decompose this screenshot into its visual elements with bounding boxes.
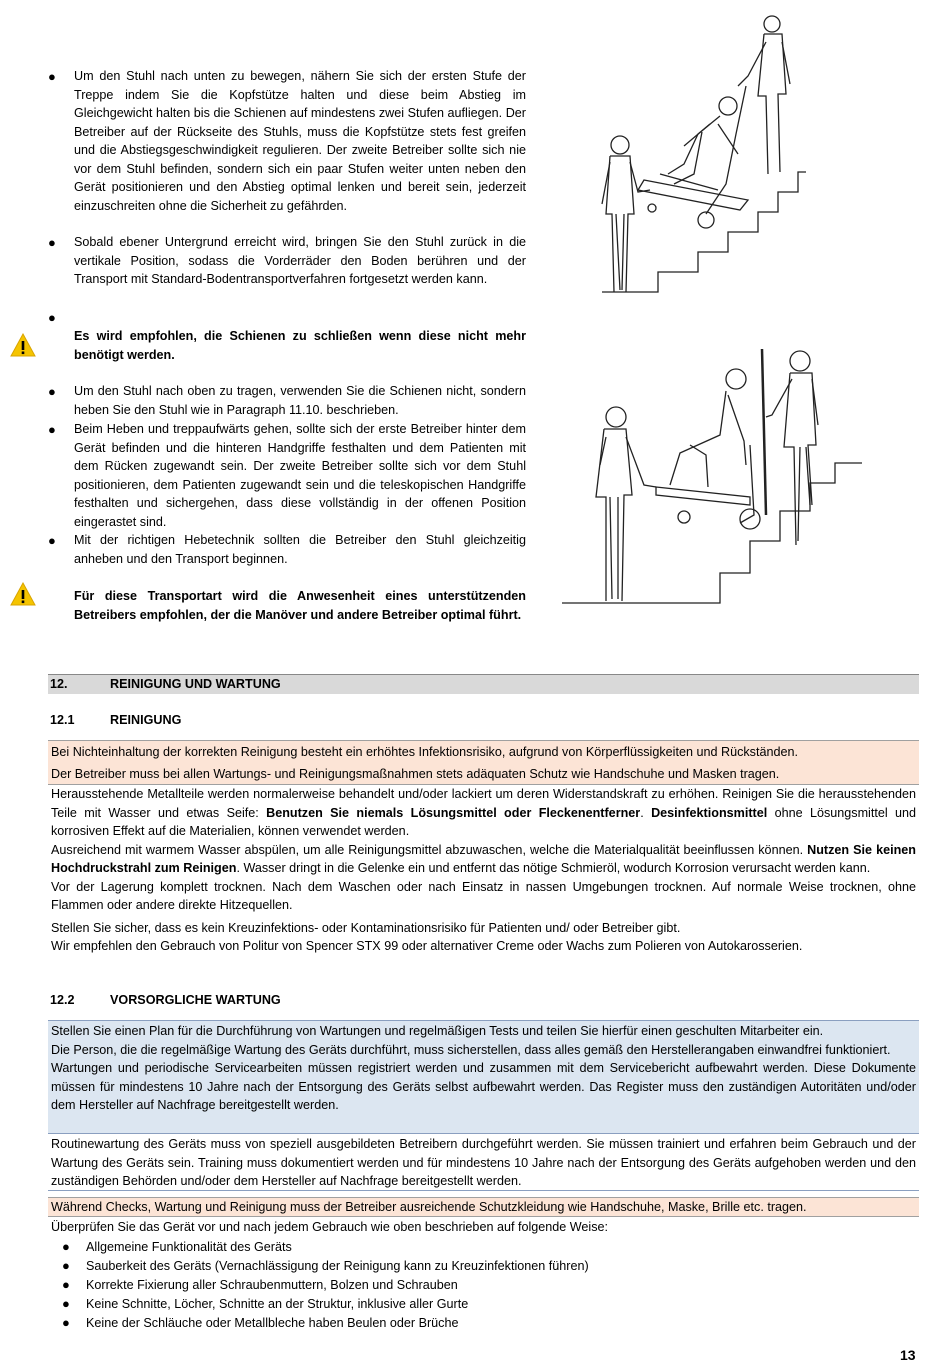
section-12-header bbox=[48, 674, 919, 694]
bullet-dot: ● bbox=[48, 69, 56, 84]
bullet-dot: ● bbox=[62, 1239, 70, 1254]
cleaning-paragraph-cross-infection: Stellen Sie sicher, dass es kein Kreuzinfektions- oder Kontaminationsrisiko für Patienten und/ oder Betreiber gibt. bbox=[51, 920, 681, 935]
bullet-text-lifting: Beim Heben und treppaufwärts gehen, sollte sich der erste Betreiber hinter dem Gerät befinden und die hinteren Handgriffe festhalten und dem Patienten mit dem Rücken zugewandt sein. Der zweite Betreiber sollte sich vor dem Stuhl positionieren, dem Patienten zugewandt sein und die teleskopischen Handgriffe festhalten und sichergehen, dass diese vollständig in der offenen Position eingerastet sind. bbox=[74, 422, 526, 529]
bullet-text-lift-technique: Mit der richtigen Hebetechnik sollten die Betreiber den Stuhl gleichzeitig anheben und den Transport beginnen. bbox=[74, 533, 526, 566]
bullet-text-level-ground: Sobald ebener Untergrund erreicht wird, bringen Sie den Stuhl zurück in die vertikale Position, sodass die Vorderräder den Boden berühren und der Transport mit Standard-Bodentransportverfahren fortgesetzt werden kann. bbox=[74, 235, 526, 286]
subsection-title: REINIGUNG bbox=[110, 713, 182, 727]
checklist-text: Sauberkeit des Geräts (Vernachlässigung der Reinigung kann zu Kreuzinfektionen führen) bbox=[86, 1259, 589, 1273]
text-run: Ausreichend mit warmem Wasser abspülen, um alle Reinigungsmittel abzuwaschen, welche die Materialqualität beeinflussen können. bbox=[51, 842, 808, 857]
cleaning-paragraph-metal bbox=[51, 785, 916, 841]
stair-ascent-illustration bbox=[560, 345, 865, 607]
cleaning-warning-infection: Bei Nichteinhaltung der korrekten Reinigung besteht ein erhöhtes Infektionsrisiko, aufgrund von Körperflüssigkeiten und Rückständen. bbox=[51, 745, 798, 759]
maintenance-ppe: Während Checks, Wartung und Reinigung muss der Betreiber ausreichende Schutzkleidung wie Handschuhe, Maske, Brille etc. tragen. bbox=[51, 1200, 807, 1214]
maintenance-info-box bbox=[48, 1020, 919, 1134]
subsection-number: 12.1 bbox=[50, 713, 75, 727]
maintenance-routine-box bbox=[48, 1135, 919, 1191]
maintenance-intro-box bbox=[48, 1218, 919, 1237]
maintenance-plan: Stellen Sie einen Plan für die Durchführung von Wartungen und regelmäßigen Tests und teilen Sie hierfür einen geschulten Mitarbeiter ein. bbox=[51, 1024, 824, 1038]
cleaning-paragraph-polish: Wir empfehlen den Gebrauch von Politur von Spencer STX 99 oder alternativer Creme oder Wachs zum Polieren von Autokarosserien. bbox=[51, 939, 803, 953]
bullet-dot: ● bbox=[48, 384, 56, 399]
text-run-bold: Nutzen Sie keinen Hochdruckstrahl zum Reinigen bbox=[51, 842, 916, 875]
maintenance-intro: Überprüfen Sie das Gerät vor und nach jedem Gebrauch wie oben beschrieben auf folgende Weise: bbox=[51, 1220, 609, 1234]
text-run: ohne Lösungsmittel und korrosiven Effekt auf die Materialien, können verwendet werden. bbox=[51, 805, 917, 838]
warning-icon bbox=[10, 333, 36, 357]
checklist-text: Keine der Schläuche oder Metallbleche haben Beulen oder Brüche bbox=[86, 1316, 459, 1330]
cleaning-paragraph-dry: Vor der Lagerung komplett trocknen. Nach dem Waschen oder nach Einsatz in nassen Umgebungen trocknen. Auf normale Weise trocknen, ohne Flammen oder andere direkte Hitzequellen. bbox=[51, 879, 916, 912]
warning-close-rails: Es wird empfohlen, die Schienen zu schließen wenn diese nicht mehr benötigt werden. bbox=[74, 329, 526, 362]
section-number: 12. bbox=[50, 677, 68, 691]
checklist-text: Allgemeine Funktionalität des Geräts bbox=[86, 1240, 292, 1254]
text-run: . bbox=[640, 805, 652, 820]
cleaning-paragraph-rinse bbox=[51, 841, 916, 878]
bullet-dot: ● bbox=[48, 422, 56, 437]
cleaning-body bbox=[48, 785, 919, 956]
subsection-title: VORSORGLICHE WARTUNG bbox=[110, 993, 281, 1007]
bullet-dot: ● bbox=[62, 1315, 70, 1330]
text-run: . Wasser dringt in die Gelenke ein und entfernt das nötige Schmieröl, wodurch Korrosion verursacht werden kann. bbox=[236, 861, 871, 875]
maintenance-responsible: Die Person, die die regelmäßige Wartung des Geräts durchführt, muss sicherstellen, dass alles gemäß den Herstellerangaben einwandfrei funktioniert. bbox=[51, 1042, 891, 1057]
text-run: Herausstehende Metallteile werden normalerweise behandelt und/oder lackiert um deren Widerstandskraft zu erhöhen. Reinigen Sie die herausstehenden Teile mit Wasser und etwas Seife: bbox=[51, 787, 916, 820]
bullet-dot: ● bbox=[62, 1258, 70, 1273]
page-number: 13 bbox=[900, 1347, 916, 1363]
section-title: REINIGUNG UND WARTUNG bbox=[110, 677, 281, 691]
maintenance-ppe-box bbox=[48, 1197, 919, 1217]
bullet-dot: ● bbox=[48, 310, 56, 325]
bullet-text-descend: Um den Stuhl nach unten zu bewegen, nähern Sie sich der ersten Stufe der Treppe indem Sie die Kopfstütze halten und diese beim Abstieg im Gleichgewicht halten bis die Schienen auf mindestens zwei Stufen aufliegen. Der Betreiber auf der Rückseite des Stuhls, muss die Kopfstütze stets fest greifen und die Abstiegsgeschwindigkeit regulieren. Der zweite Betreiber sollte sich nie vor dem Stuhl befinden, sondern sich ein paar Stufen weiter unten neben den Gerät positionieren und den Abstieg optimal lenken und bereit sein, jederzeit einzuschreiten ohne die Sicherheit zu gefährden. bbox=[74, 69, 526, 213]
subsection-number: 12.2 bbox=[50, 993, 75, 1007]
bullet-text-carry-up: Um den Stuhl nach oben zu tragen, verwenden Sie die Schienen nicht, sondern heben Sie den Stuhl wie in Paragraph 11.10. beschrieben. bbox=[74, 384, 526, 417]
bullet-dot: ● bbox=[48, 533, 56, 548]
bullet-dot: ● bbox=[48, 235, 56, 250]
bullet-dot: ● bbox=[62, 1277, 70, 1292]
text-run-bold: Desinfektionsmittel bbox=[651, 805, 768, 820]
maintenance-records: Wartungen und periodische Servicearbeiten müssen registriert werden und zusammen mit dem Servicebericht aufbewahrt werden. Diese Dokumente müssen für mindestens 10 Jahre nach der Entsorgung des Geräts selbst aufbewahrt werden. Das Register muss den zuständigen Autoritäten und/oder dem Hersteller auf Nachfrage bereitgestellt werden. bbox=[51, 1061, 916, 1112]
checklist-text: Korrekte Fixierung aller Schraubenmuttern, Bolzen und Schrauben bbox=[86, 1278, 458, 1292]
maintenance-routine: Routinewartung des Geräts muss von speziell ausgebildeten Betreibern durchgeführt werden. Sie müssen trainiert und erfahren beim Gebrauch und der Wartung des Geräts sein. Training muss dokumentiert werden und für mindestens 10 Jahre nach der Entsorgung des Geräts aufgehoben werden und den zuständigen Behörden und/oder dem Hersteller auf Nachfrage bereitgestellt werden. bbox=[51, 1137, 916, 1188]
stair-descent-illustration bbox=[598, 14, 808, 296]
bullet-dot: ● bbox=[62, 1296, 70, 1311]
cleaning-warning-box bbox=[48, 740, 919, 785]
cleaning-warning-protection: Der Betreiber muss bei allen Wartungs- und Reinigungsmaßnahmen stets adäquaten Schutz wie Handschuhe und Masken tragen. bbox=[51, 766, 780, 781]
warning-assisting-operator: Für diese Transportart wird die Anwesenheit eines unterstützenden Betreibers empfohlen, der die Manöver und andere Betreiber optimal führt. bbox=[74, 589, 526, 622]
checklist-text: Keine Schnitte, Löcher, Schnitte an der Struktur, inklusive aller Gurte bbox=[86, 1297, 469, 1311]
warning-icon bbox=[10, 582, 36, 606]
text-run-bold: Benutzen Sie niemals Lösungsmittel oder Fleckenentferner bbox=[266, 805, 641, 820]
